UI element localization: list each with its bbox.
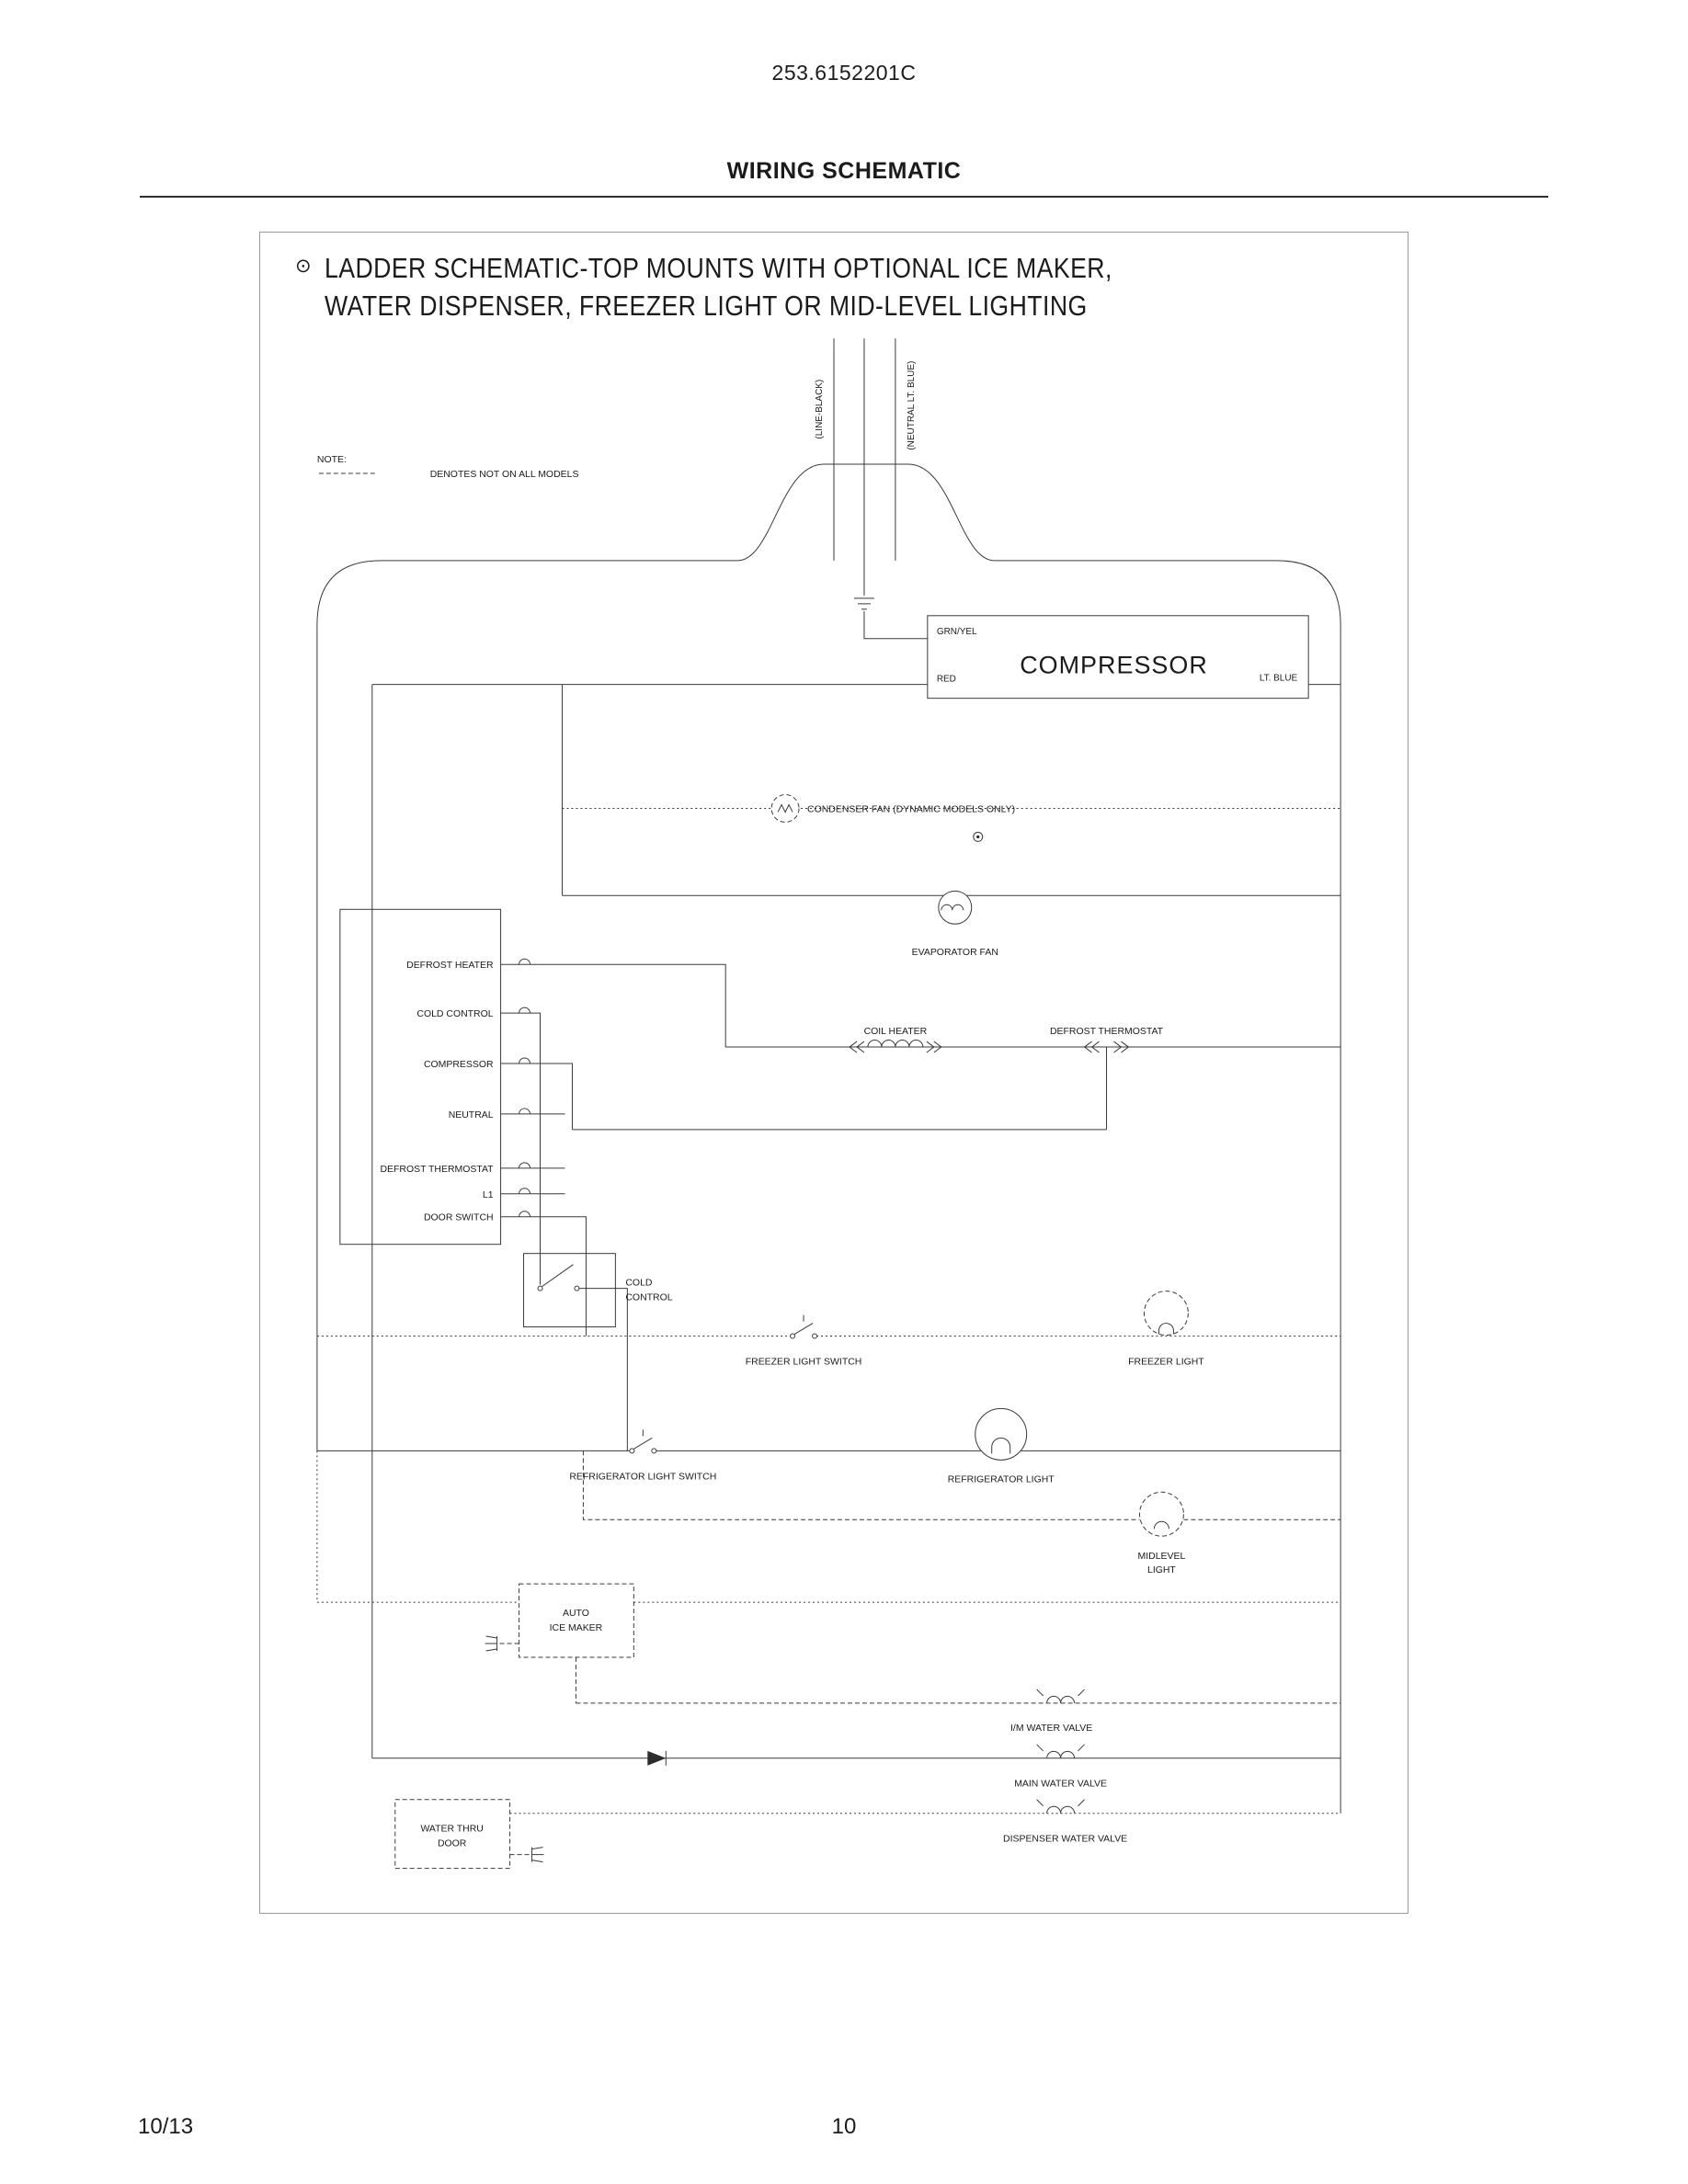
terminal-label-defrost-thermostat: DEFROST THERMOSTAT xyxy=(380,1164,494,1175)
note-label: NOTE: xyxy=(316,455,347,466)
label-freezer-light-switch: FREEZER LIGHT SWITCH xyxy=(745,1357,862,1368)
page-title: WIRING SCHEMATIC xyxy=(726,158,962,184)
refrigerator-light-icon xyxy=(975,1408,1027,1460)
im-water-valve-coil-icon xyxy=(1037,1689,1085,1703)
plug-connector-icon xyxy=(532,1848,544,1862)
freezer-light-switch-icon xyxy=(791,1315,817,1338)
terminal-label-neutral: NEUTRAL xyxy=(448,1109,494,1120)
freezer-light-icon xyxy=(1144,1291,1188,1336)
label-lt-blue: LT. BLUE xyxy=(1259,673,1298,684)
doc-number: 253.6152201C xyxy=(771,61,917,85)
label-auto-ice-maker-2: ICE MAKER xyxy=(549,1623,603,1634)
label-red: RED xyxy=(936,674,956,685)
label-midlevel-1: MIDLEVEL xyxy=(1137,1552,1186,1563)
terminal-label-compressor: COMPRESSOR xyxy=(423,1060,494,1071)
panel-title-line1: LADDER SCHEMATIC-TOP MOUNTS WITH OPTIONAL ICE MAKER, xyxy=(324,252,1112,284)
title-rule xyxy=(140,196,1548,198)
im-water-valve-row xyxy=(576,1657,1340,1734)
condenser-fan-row xyxy=(562,685,1340,896)
evaporator-fan-row xyxy=(562,891,1340,958)
coil-heater-icon xyxy=(850,1041,941,1052)
panel-title xyxy=(295,249,1240,324)
ground-icon xyxy=(854,598,928,639)
cold-control-block xyxy=(524,1254,673,1451)
label-line-black: (LINE-BLACK) xyxy=(815,379,826,439)
footer-date: 10/13 xyxy=(138,2114,194,2139)
dispenser-water-valve-row xyxy=(395,1800,1340,1869)
wiring-schematic-svg xyxy=(260,233,1408,1913)
label-cold-control-2: CONTROL xyxy=(625,1292,673,1303)
label-compressor: COMPRESSOR xyxy=(1020,651,1208,679)
label-evaporator-fan: EVAPORATOR FAN xyxy=(911,948,998,959)
ice-maker-row xyxy=(317,1584,1340,1657)
terminal-block xyxy=(340,909,587,1336)
label-coil-heater: COIL HEATER xyxy=(863,1027,928,1038)
label-freezer-light: FREEZER LIGHT xyxy=(1128,1357,1204,1368)
note-text: DENOTES NOT ON ALL MODELS xyxy=(429,470,579,481)
main-water-valve-coil-icon xyxy=(1037,1745,1085,1758)
defrost-row xyxy=(501,964,1341,1130)
terminal-label-defrost-heater: DEFROST HEATER xyxy=(406,961,494,972)
terminal-label-door-switch: DOOR SWITCH xyxy=(423,1212,494,1223)
terminal-label-l1: L1 xyxy=(482,1189,494,1200)
label-midlevel-2: LIGHT xyxy=(1147,1565,1176,1576)
main-water-valve-row xyxy=(372,685,1340,1790)
defrost-thermostat-icon xyxy=(572,1041,1128,1130)
midlevel-light-icon xyxy=(1139,1492,1183,1536)
ladder-rails xyxy=(317,338,1340,1813)
label-grn-yel: GRN/YEL xyxy=(936,626,977,637)
label-water-thru-door-1: WATER THRU xyxy=(420,1824,484,1835)
label-refrigerator-light: REFRIGERATOR LIGHT xyxy=(947,1474,1055,1485)
wire-connector-icons xyxy=(519,959,530,1217)
cold-control-switch-icon xyxy=(538,1265,579,1291)
bullet-circle-dot-icon: ⊙ xyxy=(295,256,312,277)
panel-title-line2: WATER DISPENSER, FREEZER LIGHT OR MID-LEVEL LIGHTING xyxy=(324,290,1088,322)
dispenser-water-valve-coil-icon xyxy=(1037,1800,1085,1814)
label-cold-control-1: COLD xyxy=(625,1278,653,1289)
diode-connector-icon xyxy=(647,1751,666,1766)
midlevel-light-row xyxy=(583,1450,1340,1575)
plug-connector-icon xyxy=(485,1636,497,1651)
refrigerator-light-switch-icon xyxy=(630,1429,656,1452)
circle-dot-icon xyxy=(974,832,983,841)
label-water-thru-door-2: DOOR xyxy=(437,1838,467,1849)
label-neutral-lt-blue: (NEUTRAL LT. BLUE) xyxy=(906,360,917,450)
label-defrost-thermostat: DEFROST THERMOSTAT xyxy=(1049,1027,1164,1038)
label-refrigerator-light-switch: REFRIGERATOR LIGHT SWITCH xyxy=(569,1472,717,1483)
refrigerator-light-row xyxy=(317,1408,1340,1484)
condenser-fan-icon xyxy=(771,794,799,822)
schematic-panel xyxy=(259,232,1409,1914)
label-im-water-valve: I/M WATER VALVE xyxy=(1010,1723,1093,1734)
freezer-light-row xyxy=(317,1291,1340,1368)
label-main-water-valve: MAIN WATER VALVE xyxy=(1014,1779,1108,1790)
evaporator-fan-icon xyxy=(939,891,972,924)
compressor-block xyxy=(372,616,1340,699)
label-auto-ice-maker-1: AUTO xyxy=(562,1609,589,1620)
terminal-label-cold-control: COLD CONTROL xyxy=(416,1009,494,1020)
footer-page-number: 10 xyxy=(831,2114,857,2139)
label-dispenser-water-valve: DISPENSER WATER VALVE xyxy=(1003,1834,1128,1845)
label-condenser-fan: CONDENSER FAN (DYNAMIC MODELS ONLY) xyxy=(807,804,1016,815)
